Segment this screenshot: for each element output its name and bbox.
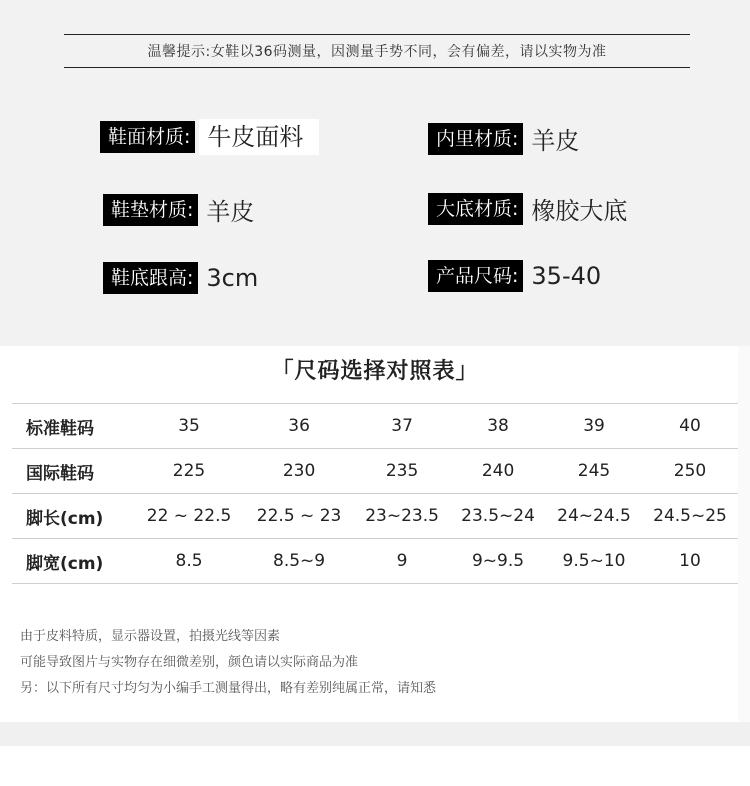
spec-lining-material — [428, 121, 579, 156]
table-cell: 225 — [134, 449, 244, 494]
table-row — [12, 404, 738, 449]
spec-upper-material — [100, 119, 319, 155]
spec-heel-height — [103, 262, 258, 294]
spec-label: 鞋垫材质: — [103, 194, 198, 226]
spec-value: 羊皮 — [531, 127, 580, 155]
table-row — [12, 539, 738, 584]
spec-label: 鞋底跟高: — [103, 262, 198, 294]
table-cell: 38 — [450, 404, 546, 449]
note-line: 可能导致图片与实物存在细微差别，颜色请以实际商品为准 — [20, 655, 359, 670]
row-header: 脚宽(cm) — [12, 539, 134, 584]
row-header: 国际鞋码 — [12, 449, 134, 494]
spec-size-range — [428, 260, 601, 292]
table-cell: 240 — [450, 449, 546, 494]
spec-value: 35-40 — [531, 262, 602, 290]
table-cell: 40 — [642, 404, 738, 449]
row-header: 标准鞋码 — [12, 404, 134, 449]
spec-label: 鞋面材质: — [100, 121, 195, 153]
table-cell: 10 — [642, 539, 738, 584]
table-cell: 235 — [354, 449, 450, 494]
spec-value: 羊皮 — [206, 198, 255, 226]
spec-insole-material — [103, 192, 254, 227]
table-cell: 230 — [244, 449, 354, 494]
note-line: 由于皮料特质，显示器设置，拍摄光线等因素 — [20, 629, 281, 644]
table-cell: 24~24.5 — [546, 494, 642, 539]
table-cell: 22 ~ 22.5 — [134, 494, 244, 539]
table-cell: 39 — [546, 404, 642, 449]
spec-value: 橡胶大底 — [531, 197, 628, 225]
table-row — [12, 449, 738, 494]
spec-value: 牛皮面料 — [199, 119, 319, 155]
table-cell: 24.5~25 — [642, 494, 738, 539]
disclaimer-notes — [20, 624, 436, 702]
size-chart-table — [12, 403, 738, 584]
table-cell: 23~23.5 — [354, 494, 450, 539]
spec-value: 3cm — [206, 264, 259, 292]
spec-label: 大底材质: — [428, 193, 523, 225]
table-cell: 36 — [244, 404, 354, 449]
row-header: 脚长(cm) — [12, 494, 134, 539]
table-row — [12, 494, 738, 539]
table-cell: 8.5~9 — [244, 539, 354, 584]
table-cell: 8.5 — [134, 539, 244, 584]
table-cell: 22.5 ~ 23 — [244, 494, 354, 539]
table-cell: 35 — [134, 404, 244, 449]
size-chart-title: 「尺码选择对照表」 — [271, 359, 479, 384]
measurement-tip: 温馨提示:女鞋以36码测量，因测量手势不同，会有偏差，请以实物为准 — [64, 34, 690, 68]
table-cell: 9 — [354, 539, 450, 584]
spec-outsole-material — [428, 191, 627, 226]
table-cell: 9~9.5 — [450, 539, 546, 584]
table-cell: 37 — [354, 404, 450, 449]
bottom-band — [0, 722, 750, 746]
spec-label: 产品尺码: — [428, 260, 523, 292]
table-cell: 250 — [642, 449, 738, 494]
table-cell: 23.5~24 — [450, 494, 546, 539]
table-cell: 9.5~10 — [546, 539, 642, 584]
spec-label: 内里材质: — [428, 123, 523, 155]
note-line: 另：以下所有尺寸均匀为小编手工测量得出，略有差别纯属正常，请知悉 — [20, 681, 437, 696]
table-cell: 245 — [546, 449, 642, 494]
